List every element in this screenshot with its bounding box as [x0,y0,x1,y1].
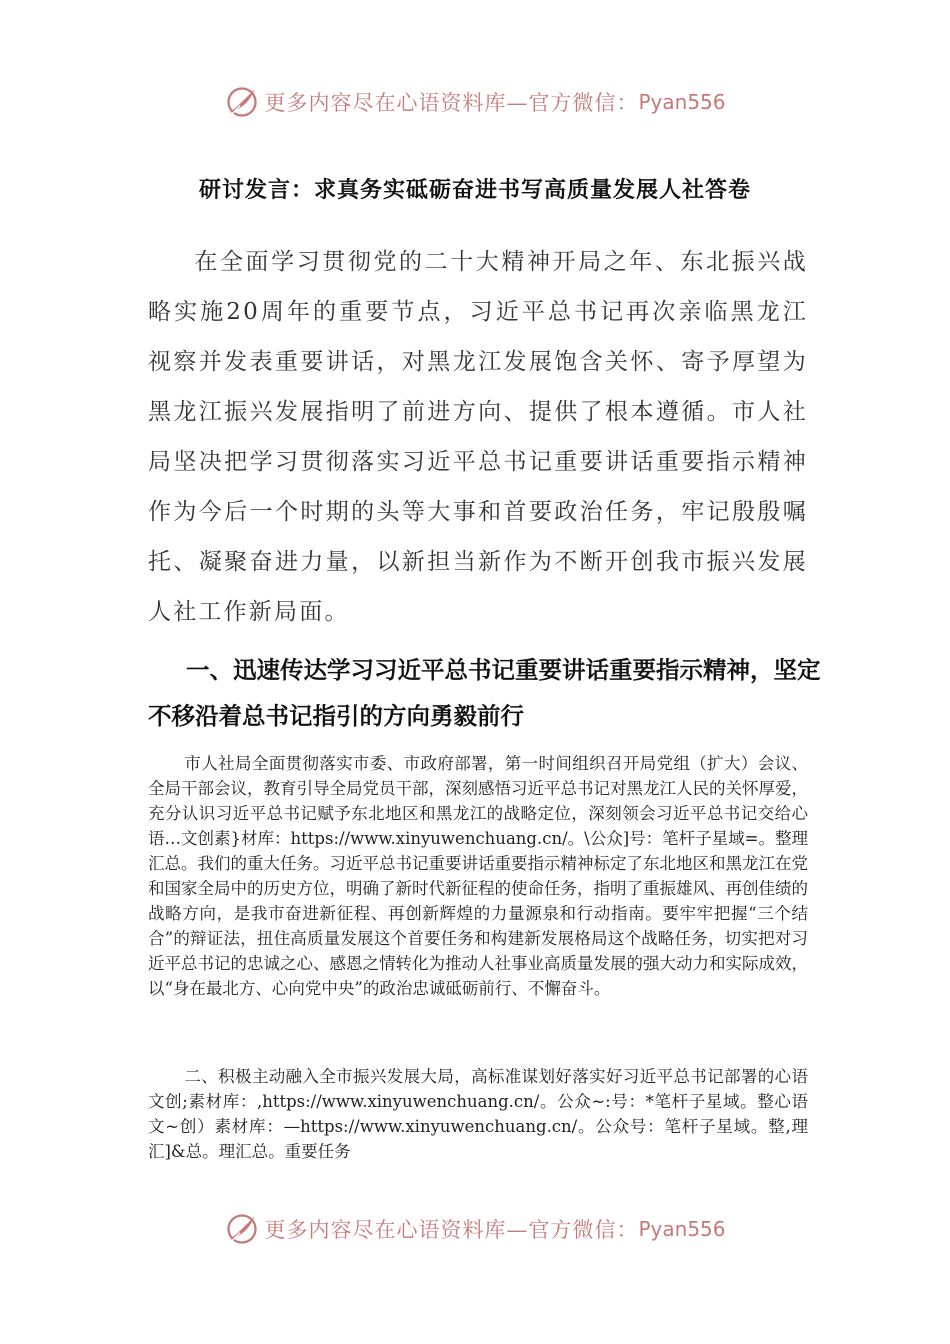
document-title: 研讨发言：求真务实砥砺奋进书写高质量发展人社答卷 [198,177,751,203]
section-heading-1-text: 一、迅速传达学习习近平总书记重要讲话重要指示精神，坚定不移沿着总书记指引的方向勇毅前行 [148,656,821,730]
section-heading-1 [148,647,838,739]
header-watermark-banner [0,80,950,124]
banner-wechat-id: Pyan556 [638,1217,726,1241]
body-paragraph-3-text: 二、积极主动融入全市振兴发展大局，高标准谋划好落实好习近平总书记部署的心语文创;素材库：,https://www.xinyuwenchuang.cn/。公众~:号：*笔杆子星域。整心语文~创）素材库：—https://www.xinyuwenchuang.cn/。公众号：笔杆子星域。整,理汇]&总。理汇总。重要任务 [148,1067,808,1161]
footer-watermark-banner [0,1207,950,1251]
body-paragraph-2-text: 市人社局全面贯彻落实市委、市政府部署，第一时间组织召开局党组（扩大）会议、全局干部会议，教育引导全局党员干部，深刻感悟习近平总书记对黑龙江人民的关怀厚爱，充分认识习近平总书记赋予东北地区和黑龙江的战略定位，深刻领会习近平总书记交给心语…文创素}材库：https://www.xinyuwenchuang.cn/。\公众]号：笔杆子星域=。整理汇总。我们的重大任务。习近平总书记重要讲话重要指示精神标定了东北地区和黑龙江在党和国家全局中的历史方位，明确了新时代新征程的使命任务，指明了重振雄风、再创佳绩的战略方向，是我市奋进新征程、再创新辉煌的力量源泉和行动指南。要牢牢把握“三个结合”的辩证法，扭住高质量发展这个首要任务和构建新发展格局这个战略任务，切实把对习近平总书记的忠诚之心、感恩之情转化为推动人社事业高质量发展的强大动力和实际成效，以“身在最北方、心向党中央”的政治忠诚砥砺前行、不懈奋斗。 [148,754,808,998]
banner-text: 更多内容尽在心语资料库—官方微信： [264,91,639,115]
intro-text: 在全面学习贯彻党的二十大精神开局之年、东北振兴战略实施20周年的重要节点，习近平总书记再次亲临黑龙江视察并发表重要讲话，对黑龙江发展饱含关怀、寄予厚望为黑龙江振兴发展指明了前进方向、提供了根本遵循。市人社局坚决把学习贯彻落实习近平总书记重要讲话重要指示精神作为今后一个时期的头等大事和首要政治任务，牢记殷殷嘱托、凝聚奋进力量，以新担当新作为不断开创我市振兴发展人社工作新局面。 [148,249,808,625]
banner-wechat-id: Pyan556 [638,90,726,114]
body-paragraph-2 [148,751,808,1001]
banner-text: 更多内容尽在心语资料库—官方微信： [264,1218,639,1242]
body-paragraph-3 [148,1064,808,1164]
quill-logo-icon [224,1211,260,1247]
quill-logo-icon [224,84,260,120]
intro-paragraph [148,237,808,637]
